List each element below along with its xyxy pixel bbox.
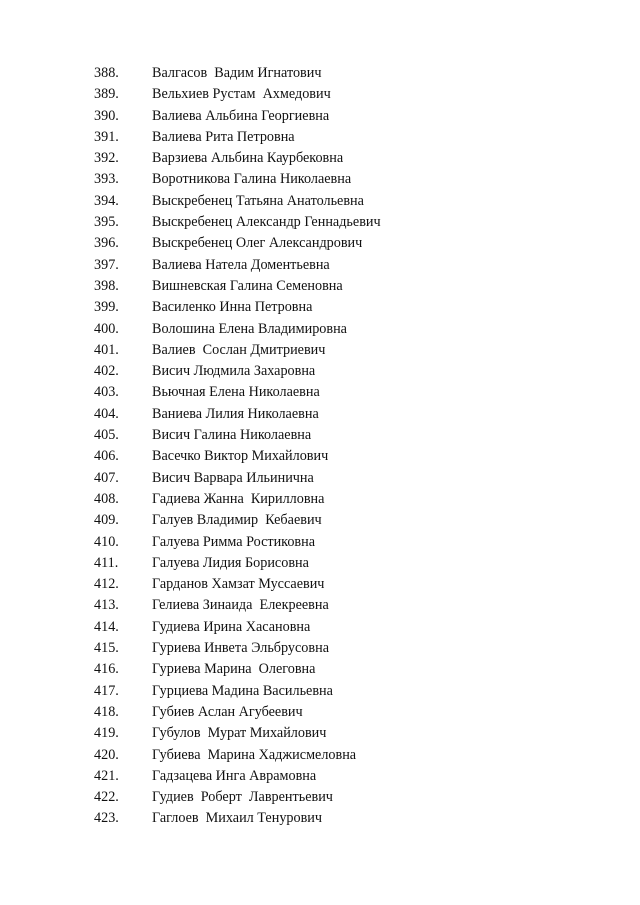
entry-number: 414.	[94, 618, 119, 635]
entry-name: Гарданов Хамзат Муссаевич	[152, 576, 325, 593]
entry-name: Волошина Елена Владимировна	[152, 320, 347, 337]
list-item	[94, 361, 614, 382]
entry-number: 389.	[94, 86, 119, 103]
entry-number: 413.	[94, 597, 119, 614]
entry-name: Васечко Виктор Михайлович	[152, 448, 329, 465]
list-item	[94, 702, 614, 723]
entry-name: Вельхиев Рустам Ахмедович	[152, 86, 331, 103]
entry-number: 411.	[94, 554, 119, 571]
entry-number: 423.	[94, 810, 119, 827]
entry-name: Валгасов Вадим Игнатович	[152, 65, 322, 81]
entry-number: 417.	[94, 682, 119, 699]
entry-number: 390.	[94, 107, 119, 124]
entry-number: 418.	[94, 703, 119, 720]
entry-number: 415.	[94, 640, 119, 657]
list-item	[94, 808, 614, 829]
entry-name: Гадиева Жанна Кирилловна	[152, 490, 325, 507]
entry-number: 408.	[94, 490, 119, 507]
entry-number: 393.	[94, 171, 119, 188]
list-item	[94, 745, 614, 766]
entry-name: Губулов Мурат Михайлович	[152, 725, 327, 742]
list-item	[94, 766, 614, 787]
list-item	[94, 510, 614, 531]
entry-number: 401.	[94, 341, 119, 358]
list-item	[94, 382, 614, 403]
list-item	[94, 106, 614, 127]
list-item	[94, 595, 614, 616]
entry-number: 422.	[94, 789, 119, 806]
list-item	[94, 787, 614, 808]
entry-name: Валиева Рита Петровна	[152, 128, 295, 145]
entry-number: 399.	[94, 299, 119, 316]
entry-name: Висич Варвара Ильинична	[152, 469, 314, 486]
entry-number: 406.	[94, 448, 119, 465]
list-item	[94, 468, 614, 489]
entry-name: Висич Людмила Захаровна	[152, 363, 316, 380]
list-item	[94, 169, 614, 190]
entry-name: Василенко Инна Петровна	[152, 299, 313, 316]
list-item	[94, 127, 614, 148]
list-item	[94, 638, 614, 659]
name-list	[94, 63, 614, 830]
entry-name: Выскребенец Александр Геннадьевич	[152, 214, 381, 231]
list-item	[94, 446, 614, 467]
entry-number: 407.	[94, 469, 119, 486]
list-item	[94, 659, 614, 680]
entry-number: 402.	[94, 363, 119, 380]
list-item	[94, 319, 614, 340]
entry-name: Галуева Римма Ростиковна	[152, 533, 316, 550]
entry-name: Вишневская Галина Семеновна	[152, 277, 343, 294]
entry-number: 395.	[94, 214, 119, 231]
entry-number: 410.	[94, 533, 119, 550]
entry-name: Выскребенец Татьяна Анатольевна	[152, 192, 364, 209]
entry-number: 404.	[94, 405, 119, 422]
entry-number: 420.	[94, 746, 119, 763]
entry-number: 391.	[94, 128, 119, 145]
entry-number: 397.	[94, 256, 119, 273]
entry-number: 416.	[94, 661, 119, 678]
entry-name: Гудиев Роберт Лаврентьевич	[152, 789, 333, 806]
entry-name: Гадзацева Инга Аврамовна	[152, 767, 317, 784]
list-item	[94, 425, 614, 446]
entry-number: 398.	[94, 277, 119, 294]
entry-name: Губиев Аслан Агубеевич	[152, 703, 303, 720]
list-item	[94, 404, 614, 425]
list-item	[94, 617, 614, 638]
list-item	[94, 681, 614, 702]
entry-name: Гелиева Зинаида Елекреевна	[152, 597, 329, 614]
entry-name: Валиева Натела Доментьевна	[152, 256, 330, 273]
entry-name: Гаглоев Михаил Тенурович	[152, 810, 323, 827]
list-item	[94, 233, 614, 254]
entry-name: Ваниева Лилия Николаевна	[152, 405, 319, 422]
entry-name: Валиева Альбина Георгиевна	[152, 107, 330, 124]
entry-name: Висич Галина Николаевна	[152, 427, 312, 444]
entry-number: 405.	[94, 427, 119, 444]
entry-name: Гудиева Ирина Хасановна	[152, 618, 311, 635]
entry-name: Воротникова Галина Николаевна	[152, 171, 352, 188]
entry-name: Валиев Сослан Дмитриевич	[152, 341, 326, 358]
entry-name: Гуриева Марина Олеговна	[152, 661, 316, 678]
list-item	[94, 489, 614, 510]
list-item	[94, 532, 614, 553]
list-item	[94, 63, 614, 84]
list-item	[94, 255, 614, 276]
entry-name: Выскребенец Олег Александрович	[152, 235, 363, 252]
entry-number: 412.	[94, 576, 119, 593]
list-item	[94, 553, 614, 574]
entry-number: 396.	[94, 235, 119, 252]
list-item	[94, 340, 614, 361]
entry-number: 388.	[94, 65, 119, 81]
list-item	[94, 297, 614, 318]
entry-name: Галуева Лидия Борисовна	[152, 554, 309, 571]
entry-name: Варзиева Альбина Каурбековна	[152, 150, 344, 167]
entry-number: 403.	[94, 384, 119, 401]
list-item	[94, 723, 614, 744]
list-item	[94, 191, 614, 212]
entry-name: Вьючная Елена Николаевна	[152, 384, 320, 401]
entry-number: 409.	[94, 512, 119, 529]
entry-number: 400.	[94, 320, 119, 337]
list-item	[94, 148, 614, 169]
entry-name: Галуев Владимир Кебаевич	[152, 512, 322, 529]
entry-number: 421.	[94, 767, 119, 784]
entry-name: Губиева Марина Хаджисмеловна	[152, 746, 357, 763]
entry-name: Гурциева Мадина Васильевна	[152, 682, 333, 699]
entry-number: 392.	[94, 150, 119, 167]
entry-name: Гуриева Инвета Эльбрусовна	[152, 640, 329, 657]
entry-number: 419.	[94, 725, 119, 742]
entry-number: 394.	[94, 192, 119, 209]
list-item	[94, 276, 614, 297]
list-item	[94, 574, 614, 595]
list-item	[94, 84, 614, 105]
list-item	[94, 212, 614, 233]
